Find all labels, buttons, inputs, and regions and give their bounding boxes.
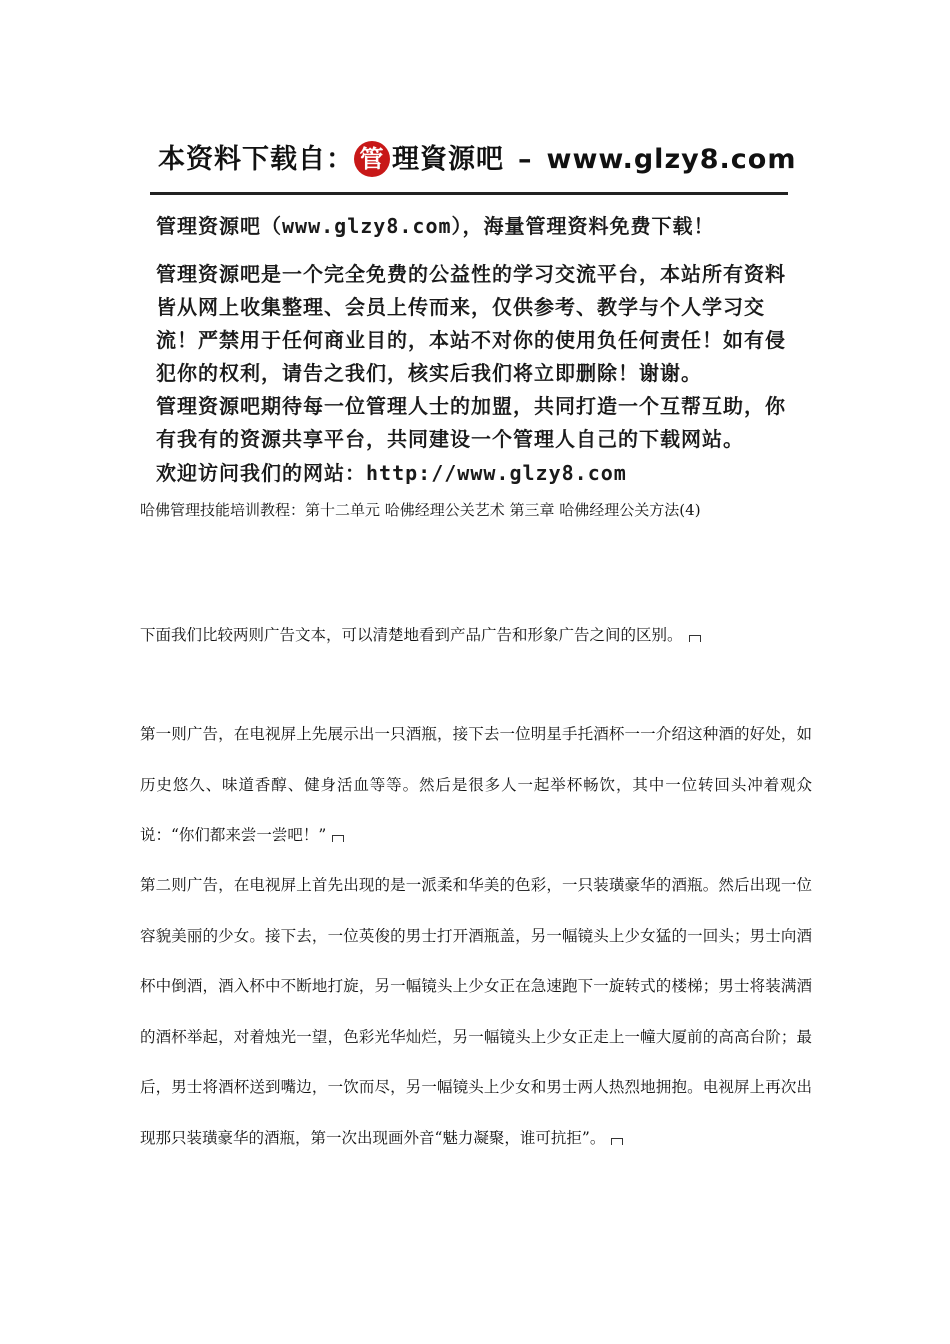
paragraph-1-text: 下面我们比较两则广告文本，可以清楚地看到产品广告和形象广告之间的区别。 <box>140 626 683 644</box>
paragraph-2 <box>140 709 812 861</box>
paragraph-mark-icon <box>689 635 701 642</box>
banner-site-name: 理資源吧 <box>392 144 504 175</box>
paragraph-3 <box>140 860 812 1163</box>
banner-title <box>158 140 797 181</box>
paragraph-mark-icon <box>332 835 344 842</box>
banner-line-2: 管理资源吧是一个完全免费的公益性的学习交流平台，本站所有资料皆从网上收集整理、会员上传而来，仅供参考、教学与个人学习交流！严禁用于任何商业目的，本站不对你的使用负任何责任！如有侵犯你的权利，请告之我们，核实后我们将立即删除！谢谢。 <box>156 262 786 385</box>
document-title: 哈佛管理技能培训教程：第十二单元 哈佛经理公关艺术 第三章 哈佛经理公关方法(4) <box>140 501 701 519</box>
banner-line-3: 管理资源吧期待每一位管理人士的加盟，共同打造一个互帮互助，你有我有的资源共享平台，共同建设一个管理人自己的下载网站。 <box>156 394 786 451</box>
paragraph-2-text: 第一则广告，在电视屏上先展示出一只酒瓶，接下去一位明星手托酒杯一一介绍这种酒的好处，如历史悠久、味道香醇、健身活血等等。然后是很多人一起举杯畅饮，其中一位转回头冲着观众说：“你们都来尝一尝吧！” <box>140 725 812 844</box>
banner-title-prefix: 本资料下载自： <box>158 144 354 175</box>
paragraph-1 <box>140 610 812 661</box>
banner-url[interactable]: www.glzy8.com <box>546 144 797 175</box>
paragraph-mark-icon <box>611 1138 623 1145</box>
paragraph-3-text: 第二则广告，在电视屏上首先出现的是一派柔和华美的色彩，一只装璜豪华的酒瓶。然后出现一位容貌美丽的少女。接下去，一位英俊的男士打开酒瓶盖，另一幅镜头上少女猛的一回头；男士向酒杯中倒酒，酒入杯中不断地打旋，另一幅镜头上少女正在急速跑下一旋转式的楼梯；男士将装满酒的酒杯举起，对着烛光一望，色彩光华灿烂，另一幅镜头上少女正走上一幢大厦前的高高台阶；最后，男士将酒杯送到嘴边，一饮而尽，另一幅镜头上少女和男士两人热烈地拥抱。电视屏上再次出现那只装璜豪华的酒瓶，第一次出现画外音“魅力凝聚，谁可抗拒”。 <box>140 876 812 1147</box>
banner-divider <box>150 192 788 195</box>
banner-line-1: 管理资源吧（www.glzy8.com），海量管理资料免费下载！ <box>156 214 715 238</box>
banner-dash: – <box>518 144 533 175</box>
site-logo-icon: 管 <box>354 141 390 177</box>
banner-line-4: 欢迎访问我们的网站：http://www.glzy8.com <box>156 461 627 485</box>
